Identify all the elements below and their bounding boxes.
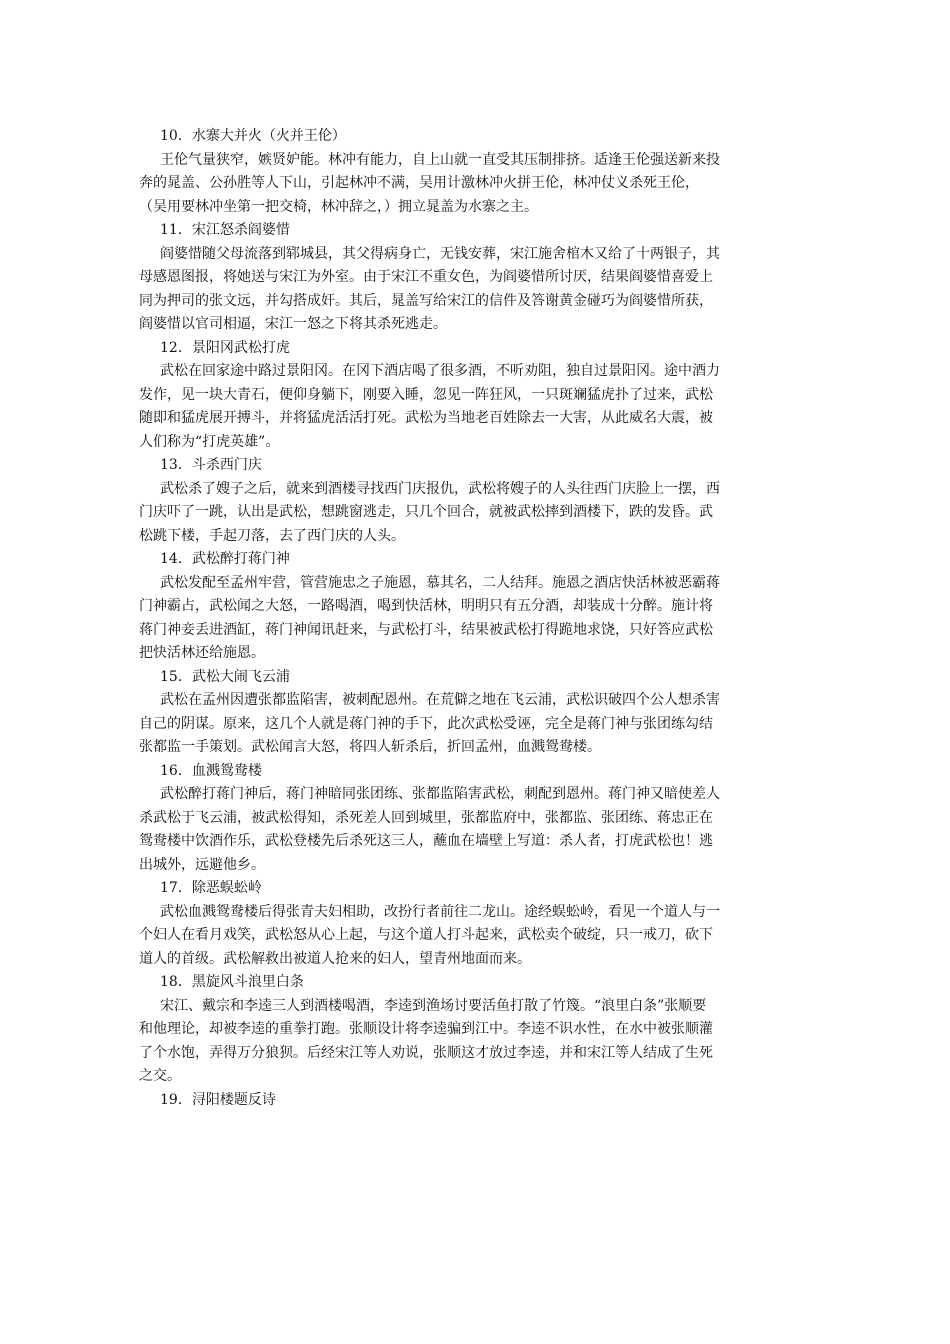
section-heading: 15．武松大闹飞云浦: [160, 668, 290, 685]
section-paragraph: [139, 572, 799, 666]
paragraph-line: 随即和猛虎展开搏斗，并将猛虎活活打死。武松为当地老百姓除去一大害，从此威名大震，被: [139, 410, 713, 426]
paragraph-line: 同为押司的张文远，并勾搭成奸。其后，晁盖写给宋江的信件及答谢黄金碰巧为阎婆惜所获，: [139, 292, 713, 309]
section-heading: 13．斗杀西门庆: [160, 457, 262, 473]
paragraph-line: （吴用要林冲坐第一把交椅，林冲辞之，）拥立晁盖为水寨之主。: [139, 198, 538, 215]
section-paragraph: [139, 995, 799, 1089]
paragraph-line: 武松血溅鸳鸯楼后得张青夫妇相助，改扮行者前往二龙山。途经蜈蚣岭，看见一个道人与一: [160, 903, 720, 920]
paragraph-line: 奔的晁盖、公孙胜等人下山，引起林冲不满，吴用计激林冲火拼王伦，林冲仗义杀死王伦，: [139, 175, 699, 191]
paragraph-line: 门神霸占，武松闻之大怒，一路喝酒，喝到快活林，明明只有五分酒，却装成十分醉。施计将: [139, 598, 713, 614]
section-heading: 19．浔阳楼题反诗: [160, 1091, 276, 1108]
section-heading: 14．武松醉打蒋门神: [160, 551, 290, 567]
section-heading: 12．景阳冈武松打虎: [160, 339, 290, 356]
paragraph-line: 阎婆惜随父母流落到郓城县，其父得病身亡，无钱安葬，宋江施舍棺木又给了十两银子，其: [160, 245, 720, 262]
paragraph-line: 把快活林还给施恩。: [139, 645, 265, 661]
section-paragraph: [139, 901, 799, 972]
section-heading: 11．宋江怒杀阎婆惜: [160, 222, 290, 238]
section-paragraph: [139, 243, 799, 337]
paragraph-line: 阎婆惜以官司相逼，宋江一怒之下将其杀死逃走。: [139, 316, 447, 332]
paragraph-line: 武松在回家途中路过景阳冈。在冈下酒店喝了很多酒，不听劝阻，独自过景阳冈。途中酒力: [160, 363, 720, 379]
paragraph-line: 门庆吓了一跳，认出是武松，想跳窗逃走，只几个回合，就被武松摔到酒楼下，跌的发昏。武: [139, 504, 713, 520]
section-paragraph: [139, 360, 799, 454]
paragraph-line: 张都监一手策划。武松闻言大怒，将四人斩杀后，折回孟州，血溅鸳鸯楼。: [139, 739, 601, 755]
paragraph-line: 自己的阴谋。原来，这几个人就是蒋门神的手下，此次武松受诬，完全是蒋门神与张团练勾结: [139, 715, 713, 732]
section-paragraph: [139, 478, 799, 549]
paragraph-line: 和他理论，却被李逵的重拳打跑。张顺设计将李逵骗到江中。李逵不识水性，在水中被张顺灌: [139, 1021, 713, 1037]
section-heading: 17．除恶蜈蚣岭: [160, 880, 262, 896]
paragraph-line: 鸳鸯楼中饮酒作乐，武松登楼先后杀死这三人，蘸血在墙壁上写道：杀人者，打虎武松也！逃: [139, 833, 713, 849]
paragraph-line: 王伦气量狭窄，嫉贤妒能。林冲有能力，自上山就一直受其压制排挤。适逢王伦强送新来投: [160, 151, 720, 168]
section-paragraph: [139, 149, 799, 220]
paragraph-line: 武松在孟州因遭张都监陷害，被刺配恩州。在荒僻之地在飞云浦，武松识破四个公人想杀害: [160, 692, 720, 708]
paragraph-line: 道人的首级。武松解救出被道人抢来的妇人，望青州地面而来。: [139, 950, 531, 967]
section-heading: 16．血溅鸳鸯楼: [160, 762, 262, 779]
document-page: [139, 125, 799, 1112]
paragraph-line: 个妇人在看月戏笑，武松怒从心上起，与这个道人打斗起来，武松卖个破绽，只一戒刀，砍下: [139, 927, 713, 943]
section-paragraph: [139, 689, 799, 760]
section-paragraph: [139, 783, 799, 877]
section-heading: 18．黑旋风斗浪里白条: [160, 974, 304, 990]
paragraph-line: 武松醉打蒋门神后，蒋门神暗同张团练、张都监陷害武松，刺配到恩州。蒋门神又暗使差人: [160, 786, 720, 802]
paragraph-line: 发作，见一块大青石，便仰身躺下，刚要入睡，忽见一阵狂风，一只斑斓猛虎扑了过来，武松: [139, 386, 713, 403]
paragraph-line: 了个水饱，弄得万分狼狈。后经宋江等人劝说，张顺这才放过李逵，并和宋江等人结成了生死: [139, 1044, 713, 1061]
paragraph-line: 蒋门神妾丢进酒缸，蒋门神闻讯赶来，与武松打斗，结果被武松打得跪地求饶，只好答应武松: [139, 621, 713, 638]
paragraph-line: 杀武松于飞云浦，被武松得知，杀死差人回到城里，张都监府中，张都监、张团练、蒋忠正在: [139, 809, 713, 826]
paragraph-line: 母感恩图报，将她送与宋江为外室。由于宋江不重女色，为阎婆惜所讨厌，结果阎婆惜喜爱上: [139, 269, 713, 285]
paragraph-line: 武松发配至孟州牢营，管营施忠之子施恩，慕其名，二人结拜。施恩之酒店快活林被恶霸蒋: [160, 574, 720, 591]
paragraph-line: 松跳下楼，手起刀落，去了西门庆的人头。: [139, 527, 405, 544]
paragraph-line: 宋江、戴宗和李逵三人到酒楼喝酒，李逵到渔场讨要活鱼打散了竹篾。“浪里白条”张顺要: [160, 997, 707, 1014]
section-heading: 10．水寨大并火（火并王伦）: [160, 128, 346, 144]
paragraph-line: 人们称为“打虎英雄”。: [139, 433, 280, 450]
paragraph-line: 出城外，远避他乡。: [139, 856, 265, 873]
paragraph-line: 之交。: [139, 1068, 181, 1084]
paragraph-line: 武松杀了嫂子之后，就来到酒楼寻找西门庆报仇，武松将嫂子的人头往西门庆脸上一摆，西: [160, 480, 720, 497]
